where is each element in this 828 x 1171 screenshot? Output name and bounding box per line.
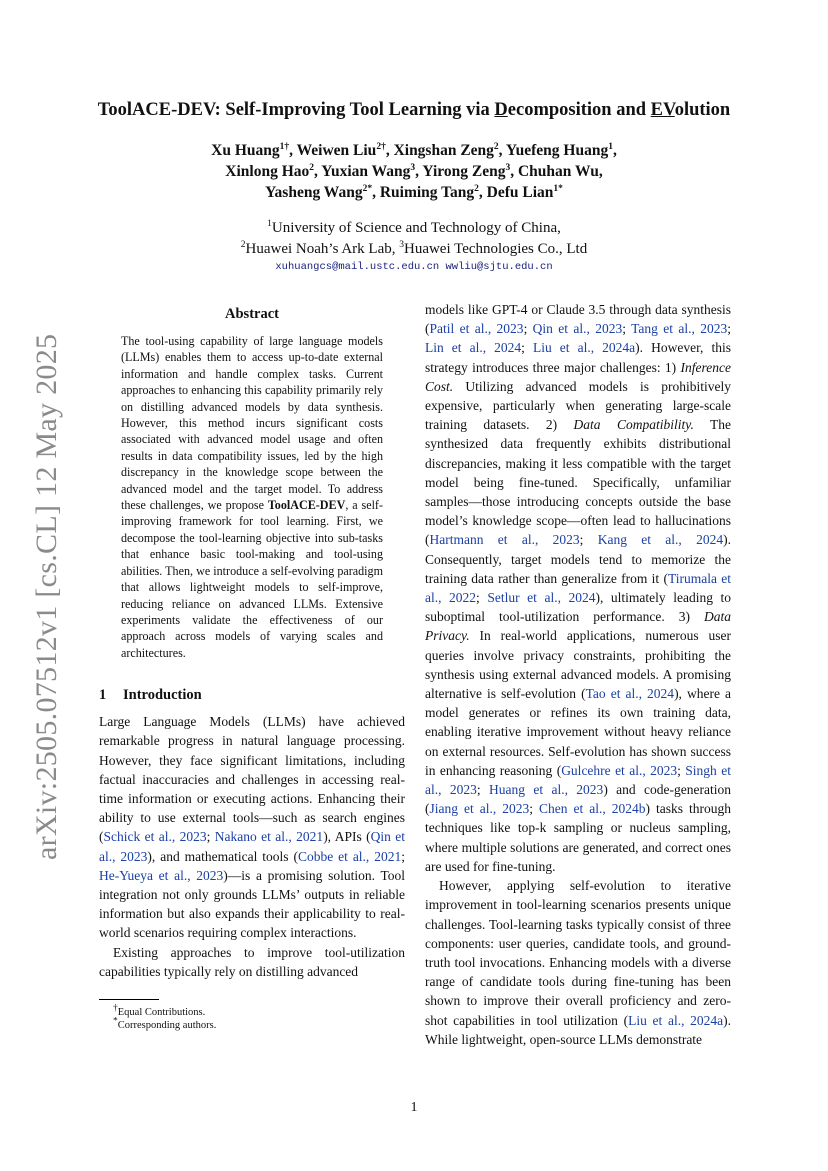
author-line-1: Xu Huang$^{1\dagger}$, Weiwen Liu$^{2\dagger}$, Xingshan Zeng$^2$, Yuefeng Huang$^1$, xyxy=(211,141,617,159)
citation-link[interactable]: Chen et al., 2024b xyxy=(539,801,646,817)
footnote-rule xyxy=(99,999,159,1000)
challenge-label: Data Privacy. xyxy=(425,609,731,644)
right-column xyxy=(425,300,731,1049)
challenge-label: Data Compatibility. xyxy=(573,417,694,433)
intro-paragraph-2: Existing approaches to improve tool-utilization capabilities typically rely on distilling advanced xyxy=(99,944,405,979)
citation-link[interactable]: Singh et al., 2023 xyxy=(425,762,731,798)
citation-link[interactable]: Cobbe et al., 2021 xyxy=(297,848,402,864)
affiliations: $^1$University of Science and Technology of China, $^2$Huawei Noah’s Ark Lab, $^3$Huawei Technologies Co., Ltd xyxy=(240,219,588,257)
title-underlined-d: D xyxy=(494,100,508,120)
citation-link[interactable]: Liu et al., 2024a xyxy=(628,1012,724,1028)
abstract-heading: Abstract xyxy=(225,306,279,322)
intro-paragraph-1: Large Language Models (LLMs) have achieved remarkable progress in natural language processing. However, they face significant limitations, including factual inaccuracies and challenges in accessing real-time information or executing actions. Enhancing their ability to use external tools—such as search engines (Schick et al., 2023; Nakano et al., 2021), APIs (Qin et al., 2023), and mathematical tools (Cobbe et al., 2021; He-Yueya et al., 2023)—is a promising solution. Tool integration not only grounds LLMs’ outputs in reliable information but also expands their applicability to real-world scenarios requiring complex interactions. xyxy=(99,714,405,941)
citation-link[interactable]: Qin et al., 2023 xyxy=(99,829,405,864)
intro-paragraph-3: However, applying self-evolution to iterative improvement in tool-learning scenarios presents unique challenges. Tool-learning tasks typically consist of three components: user queries, candidate tools, and ground-truth tool invocations. Enhancing models with a diverse range of candidate tools during fine-tuning has been shown to improve their overall proficiency and zero-shot capabilities in tool utilization (Liu et al., 2024a). While lightweight, open-source LLMs demonstrate xyxy=(425,878,731,1047)
author-name: Ruiming Tang xyxy=(379,184,475,201)
footnote-equal-contribution: †Equal Contributions. xyxy=(113,1003,206,1018)
citation-link[interactable]: He-Yueya et al., 2023 xyxy=(99,867,224,883)
author-name: Chuhan Wu xyxy=(517,163,599,180)
method-name: ToolACE-DEV xyxy=(267,498,346,513)
citation-link[interactable]: Tao et al., 2024 xyxy=(585,686,675,702)
author-line-2: Xinlong Hao$^2$, Yuxian Wang$^3$, Yirong Zeng$^3$, Chuhan Wu, xyxy=(225,162,603,180)
challenge-label: Inference Cost. xyxy=(425,359,731,394)
author-name: Yuxian Wang xyxy=(321,163,411,180)
page-number: 1 xyxy=(410,1100,418,1115)
citation-link[interactable]: Huang et al., 2023 xyxy=(488,782,604,798)
author-name: Yasheng Wang xyxy=(265,184,363,201)
citation-link[interactable]: Lin et al., 2024 xyxy=(425,340,522,356)
arxiv-identifier-stamp: arXiv:2505.07512v1 [cs.CL] 12 May 2025 xyxy=(30,333,63,860)
citation-link[interactable]: Liu et al., 2024a xyxy=(533,340,636,356)
author-line-3: Yasheng Wang$^{2*}$, Ruiming Tang$^2$, Defu Lian$^{1*}$ xyxy=(265,183,563,201)
citation-link[interactable]: Hartmann et al., 2023 xyxy=(429,532,580,548)
author-name: Weiwen Liu xyxy=(296,142,377,159)
citation-link[interactable]: Tirumala et al., 2022 xyxy=(425,570,731,606)
citation-link[interactable]: Qin et al., 2023 xyxy=(532,321,623,337)
paper-title: ToolACE-DEV: Self-Improving Tool Learning via Decomposition and EVolution xyxy=(97,100,731,120)
citation-link[interactable]: Schick et al., 2023 xyxy=(103,829,207,845)
author-name: Xingshan Zeng xyxy=(393,142,494,159)
abstract-text: The tool-using capability of large language models (LLMs) enables them to access up-to-date external information and handle complex tasks. Current approaches to enhancing this capability primarily rely on distilling advanced models by data synthesis. However, this method incurs significant costs associated with advanced model usage and often results in data compatibility issues, led by the high discrepancy in the knowledge scope between the advanced model and the target model. To address these challenges, we propose ToolACE-DEV, a self-improving framework for tool learning. First, we decompose the tool-learning objective into sub-tasks that enhance basic tool-making and tool-using abilities. Then, we introduce a self-evolving paradigm that allows lightweight models to self-improve, reducing reliance on advanced LLMs. Extensive experiments validate the effectiveness of our approach across models of varying scales and architectures. xyxy=(121,334,383,660)
left-column xyxy=(99,300,405,1033)
author-list xyxy=(60,140,768,203)
author-name: Xu Huang xyxy=(211,142,280,159)
citation-link[interactable]: Setlur et al., 2024 xyxy=(487,590,596,606)
citation-link[interactable]: Nakano et al., 2021 xyxy=(214,829,324,845)
author-name: Xinlong Hao xyxy=(225,163,310,180)
author-name: Yirong Zeng xyxy=(422,163,506,180)
author-name: Yuefeng Huang xyxy=(505,142,609,159)
citation-link[interactable]: Gulcehre et al., 2023 xyxy=(561,762,678,778)
author-emails[interactable]: xuhuangcs@mail.ustc.edu.cn wwliu@sjtu.edu.cn xyxy=(275,261,553,273)
citation-link[interactable]: Jiang et al., 2023 xyxy=(429,801,530,817)
footnote-corresponding: *Corresponding authors. xyxy=(113,1016,217,1032)
author-name: Defu Lian xyxy=(486,184,554,201)
citation-link[interactable]: Tang et al., 2023 xyxy=(631,321,728,337)
citation-link[interactable]: Patil et al., 2023 xyxy=(429,321,524,337)
title-underlined-ev: EV xyxy=(650,100,675,120)
section-heading-introduction: 1 Introduction xyxy=(99,687,202,704)
intro-paragraph-2-continued: models like GPT-4 or Claude 3.5 through data synthesis (Patil et al., 2023; Qin et al., 2023; Tang et al., 2023; Lin et al., 2024; Liu et al., 2024a). However, this strategy introduces three major challenges: 1) Inference Cost. Utilizing advanced models is prohibitively expensive, particularly when generating large-scale training datasets. 2) Data Compatibility. The synthesized data frequently exhibits distributional discrepancies, making it less compatible with the target model being fine-tuned. Specifically, unfamiliar samples—those introducing concepts outside the base model’s knowledge scope—often lead to hallucinations (Hartmann et al., 2023; Kang et al., 2024). Consequently, target models tend to memorize the training data rather than generalize from it (Tirumala et al., 2022; Setlur et al., 2024), ultimately leading to suboptimal tool-utilization performance. 3) Data Privacy. In real-world applications, numerous user queries involve privacy constraints, prohibiting the synthesis using external advanced models. A promising alternative is self-evolution (Tao et al., 2024), where a model generates or refines its own training data, enabling iterative improvement without heavy reliance on external resources. Self-evolution has shown success in enhancing reasoning (Gulcehre et al., 2023; Singh et al., 2023; Huang et al., 2023) and code-generation (Jiang et al., 2023; Chen et al., 2024b) tasks through techniques like top-k sampling or nucleus sampling, where multiple solutions are generated, and correct ones are used for fine-tuning. xyxy=(425,302,732,874)
citation-link[interactable]: Kang et al., 2024 xyxy=(597,532,724,548)
